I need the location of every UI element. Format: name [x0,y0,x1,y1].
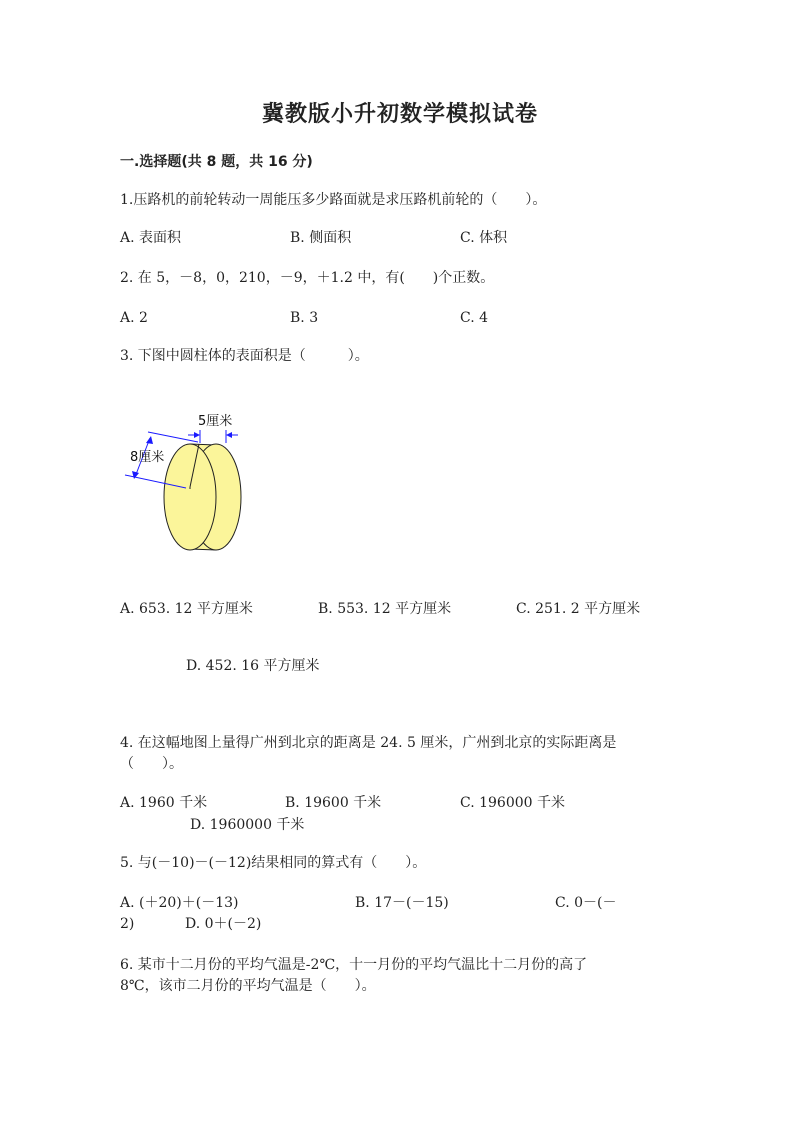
cylinder-front-face [164,444,216,550]
page-title: 冀教版小升初数学模拟试卷 [261,102,538,127]
question-5-text: 5. 与(－10)－(－12)结果相同的算式有（ ）。 [120,855,427,871]
question-6-text-line1: 6. 某市十二月份的平均气温是-2℃，十一月份的平均气温比十二月份的高了 [120,957,588,973]
question-2-option-a: A. 2 [120,310,148,326]
question-4-option-a: A. 1960 千米 [120,795,208,811]
question-2-option-c: C. 4 [460,310,489,326]
radius-arrowhead-top [146,436,153,444]
height-arrowhead-left [194,432,200,438]
question-5-option-c: C. 0－(－ [555,895,617,911]
radius-label: 8厘米 [130,450,165,465]
question-1-text: 1.压路机的前轮转动一周能压多少路面就是求压路机前轮的（ ）。 [120,192,547,208]
height-label: 5厘米 [198,414,233,429]
question-4-text-line1: 4. 在这幅地图上量得广州到北京的距离是 24. 5 厘米，广州到北京的实际距离是 [120,735,617,751]
radius-extension-top [148,432,198,442]
question-6-text-line2: 8℃，该市二月份的平均气温是（ ）。 [120,978,376,994]
question-1-option-c: C. 体积 [460,230,508,246]
question-5-option-a: A. (＋20)＋(－13) [120,895,239,911]
question-5-option-b: B. 17－(－15) [355,895,449,911]
section-heading-1: 一.选择题(共 8 题，共 16 分) [120,154,313,170]
question-3-option-c: C. 251. 2 平方厘米 [516,601,641,617]
question-2-option-b: B. 3 [290,310,319,326]
question-5-option-c-continued: 2) [120,916,135,932]
cylinder-figure [120,405,250,555]
question-3-option-a: A. 653. 12 平方厘米 [120,601,253,617]
question-1-option-a: A. 表面积 [120,230,182,246]
question-3-option-b: B. 553. 12 平方厘米 [318,601,452,617]
question-4-option-c: C. 196000 千米 [460,795,566,811]
question-1-option-b: B. 侧面积 [290,230,352,246]
question-5-option-d: D. 0＋(－2) [185,916,262,932]
question-2-text: 2. 在 5，－8，0，210，－9，＋1.2 中，有( )个正数。 [120,270,495,286]
question-4-option-d: D. 1960000 千米 [190,817,305,833]
question-4-text-line2: （ ）。 [120,756,183,772]
question-4-option-b: B. 19600 千米 [285,795,382,811]
height-arrowhead-right [226,432,232,438]
question-3-text: 3. 下图中圆柱体的表面积是（ ）。 [120,348,369,364]
question-3-option-d: D. 452. 16 平方厘米 [186,658,320,674]
